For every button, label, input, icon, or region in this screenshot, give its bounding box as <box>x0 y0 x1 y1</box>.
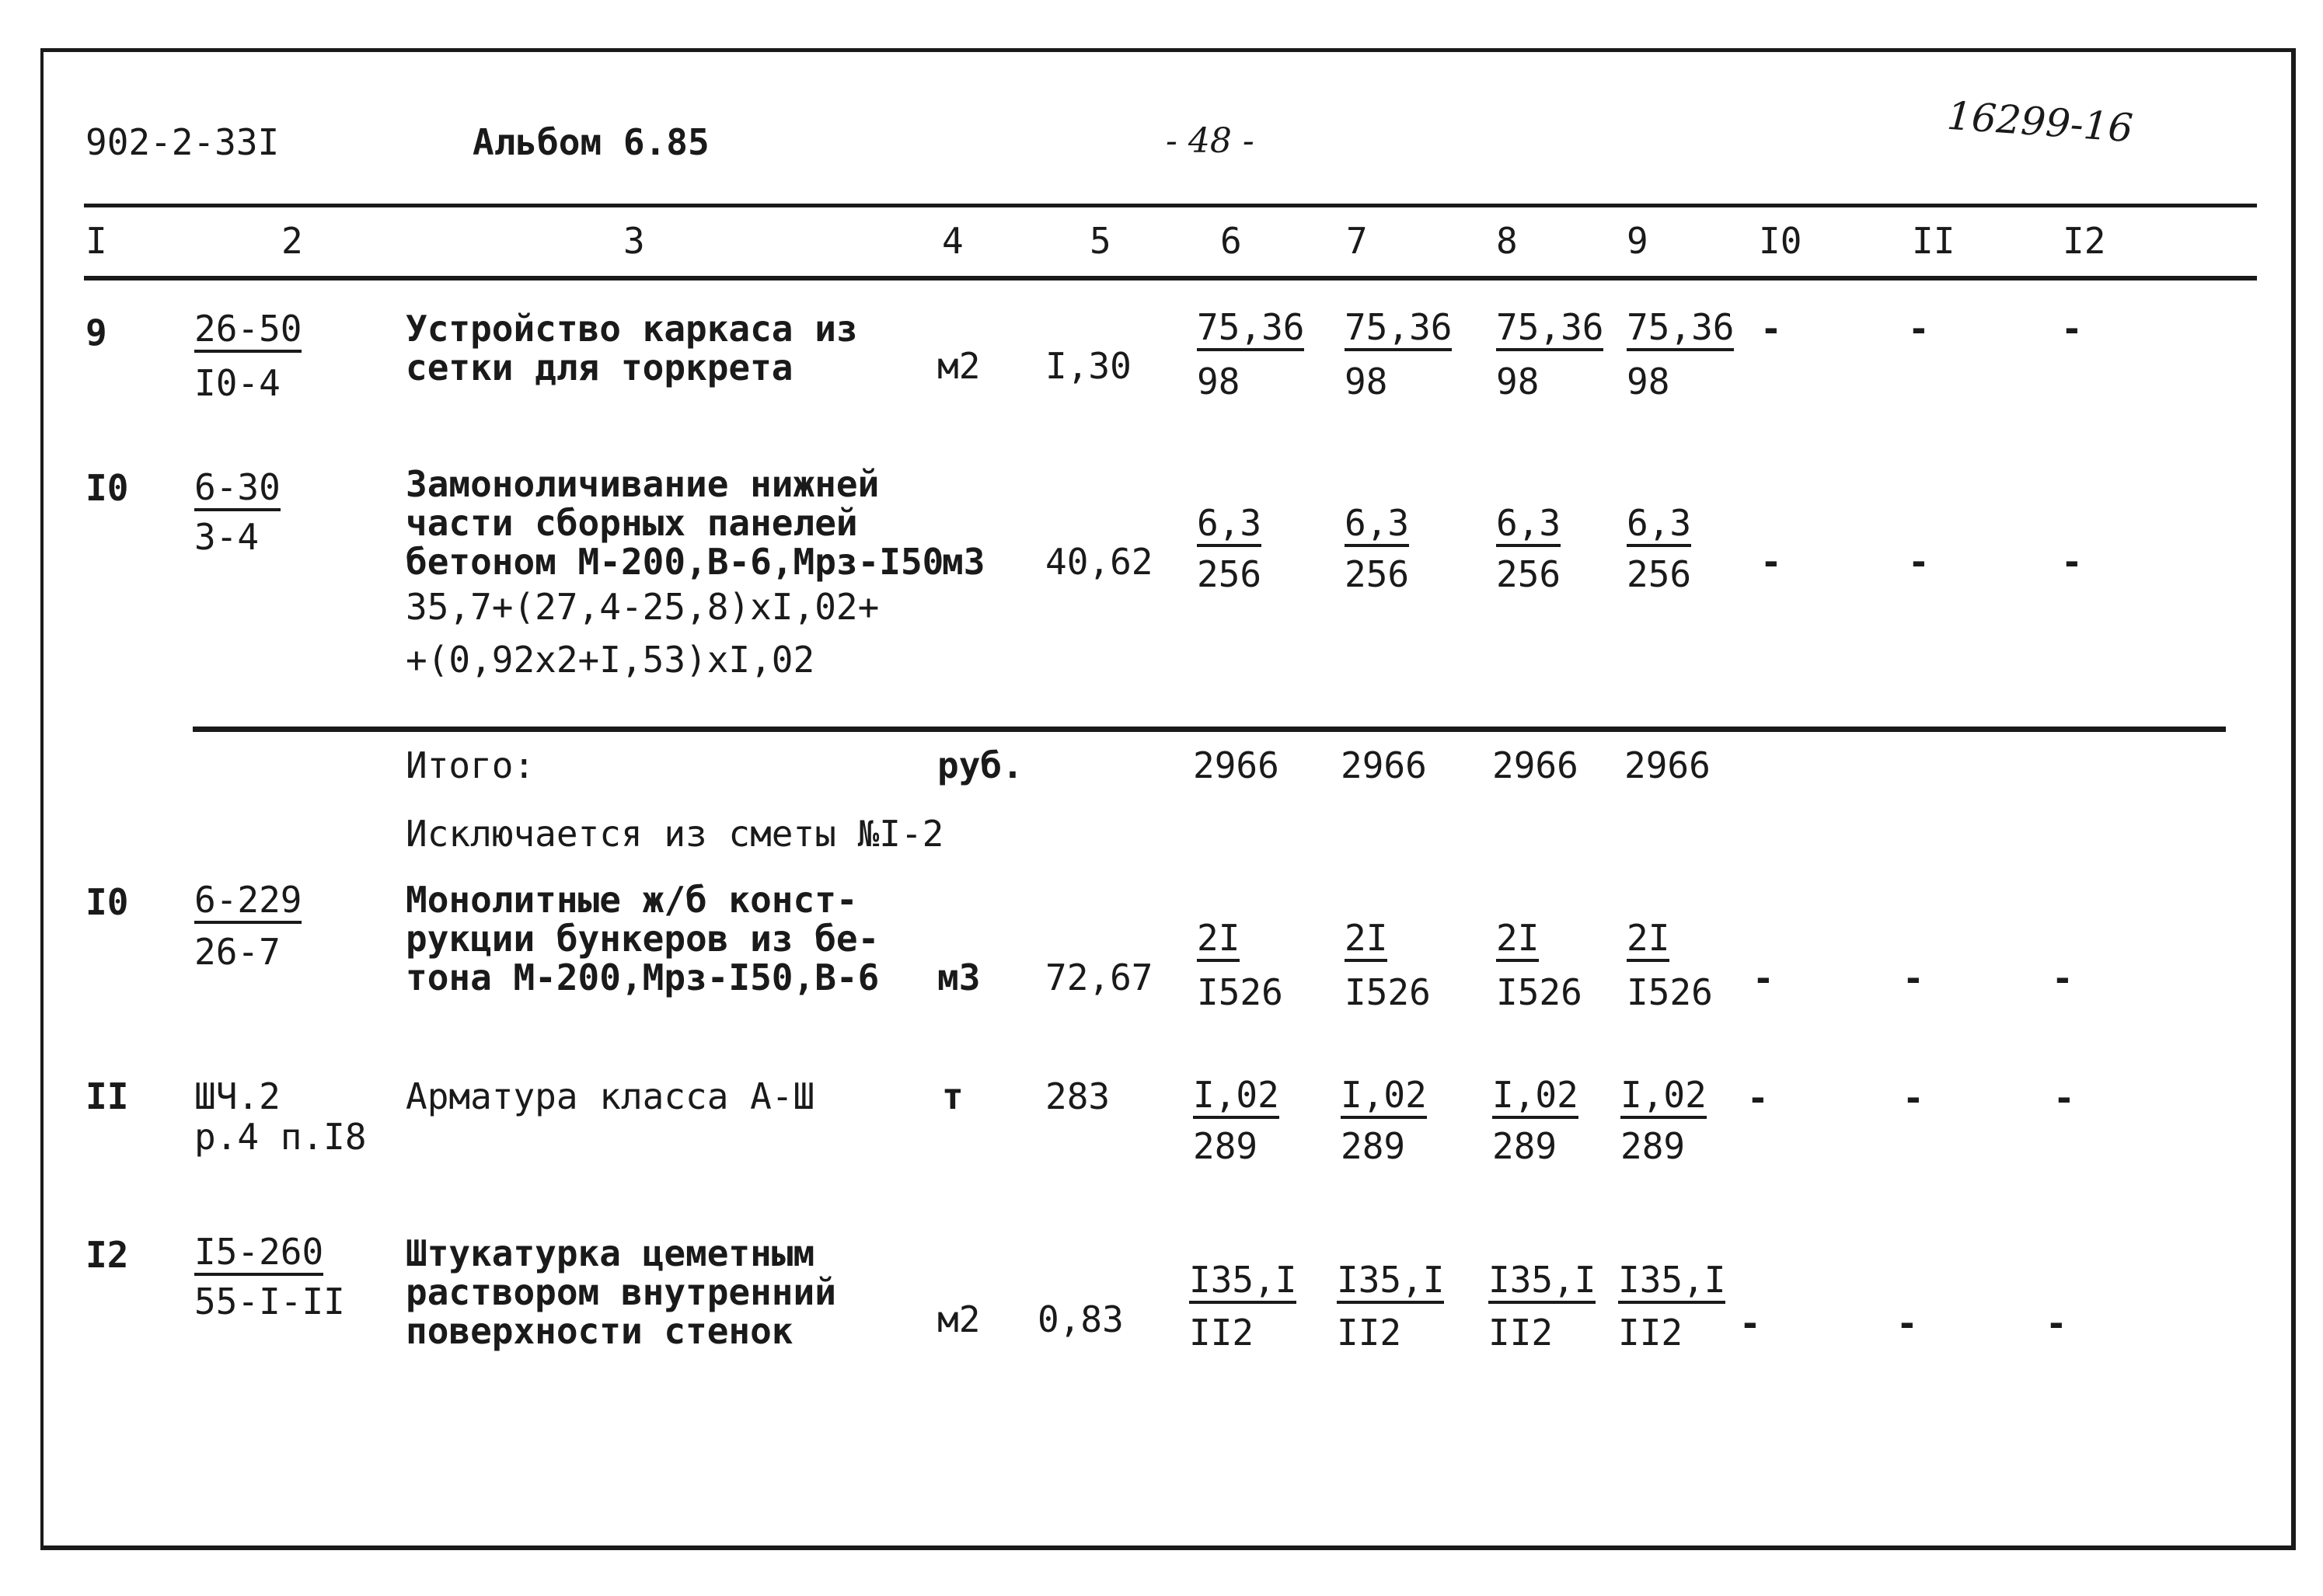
volume-col-9: 6,3 <box>1627 505 1691 547</box>
work-description-line: Монолитные ж/б конст- <box>406 879 858 921</box>
volume-col-6: I35,I <box>1189 1262 1296 1304</box>
cost-col-7: II2 <box>1337 1312 1402 1354</box>
row-number: 9 <box>85 312 107 354</box>
volume-col-9: 75,36 <box>1627 309 1734 351</box>
norm-subcode: 3-4 <box>194 516 260 558</box>
cost-col-9: 256 <box>1627 553 1692 595</box>
empty-col-10: - <box>1747 1077 1769 1119</box>
col-header-8: 8 <box>1496 220 1518 262</box>
total-col-7: 2966 <box>1341 744 1427 786</box>
unit-price: I,30 <box>1045 345 1132 387</box>
cost-col-8: I526 <box>1496 971 1582 1013</box>
unit-price: 72,67 <box>1045 957 1153 998</box>
norm-code: 26-50 <box>194 311 302 353</box>
volume-col-7: 6,3 <box>1345 505 1409 547</box>
volume-col-7: I,02 <box>1341 1077 1427 1119</box>
volume-col-8: I35,I <box>1488 1262 1596 1304</box>
col-header-10: I0 <box>1759 220 1802 262</box>
volume-col-7: 2I <box>1345 920 1387 962</box>
col-header-2: 2 <box>281 220 303 262</box>
empty-col-11: - <box>1908 308 1930 350</box>
unit-price: 0,83 <box>1038 1298 1124 1340</box>
col-header-3: 3 <box>623 220 645 262</box>
volume-col-6: 2I <box>1197 920 1240 962</box>
column-header-rule <box>84 276 2257 281</box>
work-description-line: тона М-200,Мрз-I50,В-6 <box>406 957 880 998</box>
row-number: I2 <box>85 1234 129 1276</box>
work-description-line: Устройство каркаса из <box>406 308 858 350</box>
col-header-11: II <box>1912 220 1955 262</box>
cost-col-8: 289 <box>1492 1125 1557 1167</box>
cost-col-8: II2 <box>1488 1312 1554 1354</box>
total-col-8: 2966 <box>1492 744 1578 786</box>
volume-col-9: I,02 <box>1620 1077 1707 1119</box>
empty-col-11: - <box>1896 1302 1918 1344</box>
archive-stamp: 16299-16 <box>1945 92 2135 152</box>
norm-code: I5-260 <box>194 1234 323 1276</box>
col-header-5: 5 <box>1090 220 1111 262</box>
volume-formula-line: 35,7+(27,4-25,8)xI,02+ <box>406 586 880 628</box>
col-header-9: 9 <box>1627 220 1648 262</box>
unit: м3 <box>937 957 981 998</box>
empty-col-10: - <box>1739 1302 1761 1344</box>
volume-col-7: 75,36 <box>1345 309 1452 351</box>
volume-col-8: 75,36 <box>1496 309 1603 351</box>
empty-col-10: - <box>1753 957 1774 999</box>
work-description-line: бетоном М-200,В-6,Мрз-I50 <box>406 541 944 583</box>
unit: м2 <box>937 345 981 387</box>
unit: м2 <box>937 1298 981 1340</box>
work-description-line: Замоноличивание нижней <box>406 463 880 505</box>
empty-col-12: - <box>2053 1077 2075 1119</box>
unit-price: 283 <box>1045 1075 1111 1117</box>
cost-col-9: II2 <box>1618 1312 1683 1354</box>
row-number: I0 <box>85 467 129 509</box>
norm-subcode: I0-4 <box>194 362 281 404</box>
cost-col-9: 289 <box>1620 1125 1686 1167</box>
cost-col-6: 289 <box>1193 1125 1258 1167</box>
row-number: I0 <box>85 881 129 923</box>
cost-col-6: I526 <box>1197 971 1283 1013</box>
header-rule <box>84 204 2257 207</box>
total-unit: руб. <box>937 744 1024 786</box>
volume-col-6: I,02 <box>1193 1077 1279 1119</box>
work-description-line: Арматура класса А-Ш <box>406 1075 815 1117</box>
empty-col-10: - <box>1760 308 1782 350</box>
empty-col-12: - <box>2061 308 2083 350</box>
cost-col-6: 256 <box>1197 553 1262 595</box>
empty-col-12: - <box>2061 541 2083 583</box>
norm-subcode: 26-7 <box>194 931 281 973</box>
norm-code: 6-229 <box>194 882 302 924</box>
norm-code: ШЧ.2 <box>194 1075 281 1117</box>
page-number: - 48 - <box>1166 121 1254 161</box>
volume-col-9: I35,I <box>1618 1262 1725 1304</box>
empty-col-11: - <box>1903 1077 1924 1119</box>
work-description-line: поверхности стенок <box>406 1310 794 1352</box>
work-description-line: рукции бункеров из бе- <box>406 918 880 960</box>
col-header-1: I <box>85 220 107 262</box>
volume-col-6: 75,36 <box>1197 309 1304 351</box>
col-header-12: I2 <box>2063 220 2106 262</box>
volume-col-6: 6,3 <box>1197 505 1261 547</box>
cost-col-6: II2 <box>1189 1312 1254 1354</box>
cost-col-7: 256 <box>1345 553 1410 595</box>
work-description-line: части сборных панелей <box>406 502 858 544</box>
volume-col-9: 2I <box>1627 920 1669 962</box>
volume-formula-line: +(0,92x2+I,53)xI,02 <box>406 639 815 681</box>
norm-subcode: р.4 п.I8 <box>194 1116 367 1158</box>
cost-col-6: 98 <box>1197 361 1240 402</box>
col-header-6: 6 <box>1220 220 1242 262</box>
total-rule <box>193 727 2226 732</box>
total-col-6: 2966 <box>1193 744 1279 786</box>
unit-price: 40,62 <box>1045 541 1153 583</box>
empty-col-12: - <box>2052 957 2074 999</box>
cost-col-7: I526 <box>1345 971 1431 1013</box>
cost-col-8: 98 <box>1496 361 1540 402</box>
total-col-9: 2966 <box>1624 744 1711 786</box>
unit: м3 <box>942 541 985 583</box>
album-label: Альбом 6.85 <box>473 121 710 163</box>
empty-col-11: - <box>1903 957 1924 999</box>
empty-col-10: - <box>1760 541 1782 583</box>
col-header-7: 7 <box>1346 220 1368 262</box>
doc-number: 902-2-33I <box>85 121 280 163</box>
cost-col-7: 98 <box>1345 361 1388 402</box>
work-description-line: раствором внутренний <box>406 1271 836 1313</box>
cost-col-7: 289 <box>1341 1125 1406 1167</box>
volume-col-8: 6,3 <box>1496 505 1561 547</box>
cost-col-9: I526 <box>1627 971 1713 1013</box>
row-number: II <box>85 1075 129 1117</box>
col-header-4: 4 <box>942 220 964 262</box>
cost-col-8: 256 <box>1496 553 1561 595</box>
norm-code: 6-30 <box>194 469 281 511</box>
volume-col-8: 2I <box>1496 920 1539 962</box>
norm-subcode: 55-I-II <box>194 1281 345 1322</box>
unit: т <box>942 1075 964 1117</box>
excluded-note: Исключается из сметы №I-2 <box>406 813 944 855</box>
volume-col-8: I,02 <box>1492 1077 1578 1119</box>
empty-col-12: - <box>2046 1302 2067 1344</box>
work-description-line: Штукатурка цеметным <box>406 1232 815 1274</box>
total-label: Итого: <box>406 744 535 786</box>
work-description-line: сетки для торкрета <box>406 347 794 389</box>
cost-col-9: 98 <box>1627 361 1670 402</box>
page-frame <box>40 48 2296 1550</box>
volume-col-7: I35,I <box>1337 1262 1444 1304</box>
empty-col-11: - <box>1908 541 1930 583</box>
